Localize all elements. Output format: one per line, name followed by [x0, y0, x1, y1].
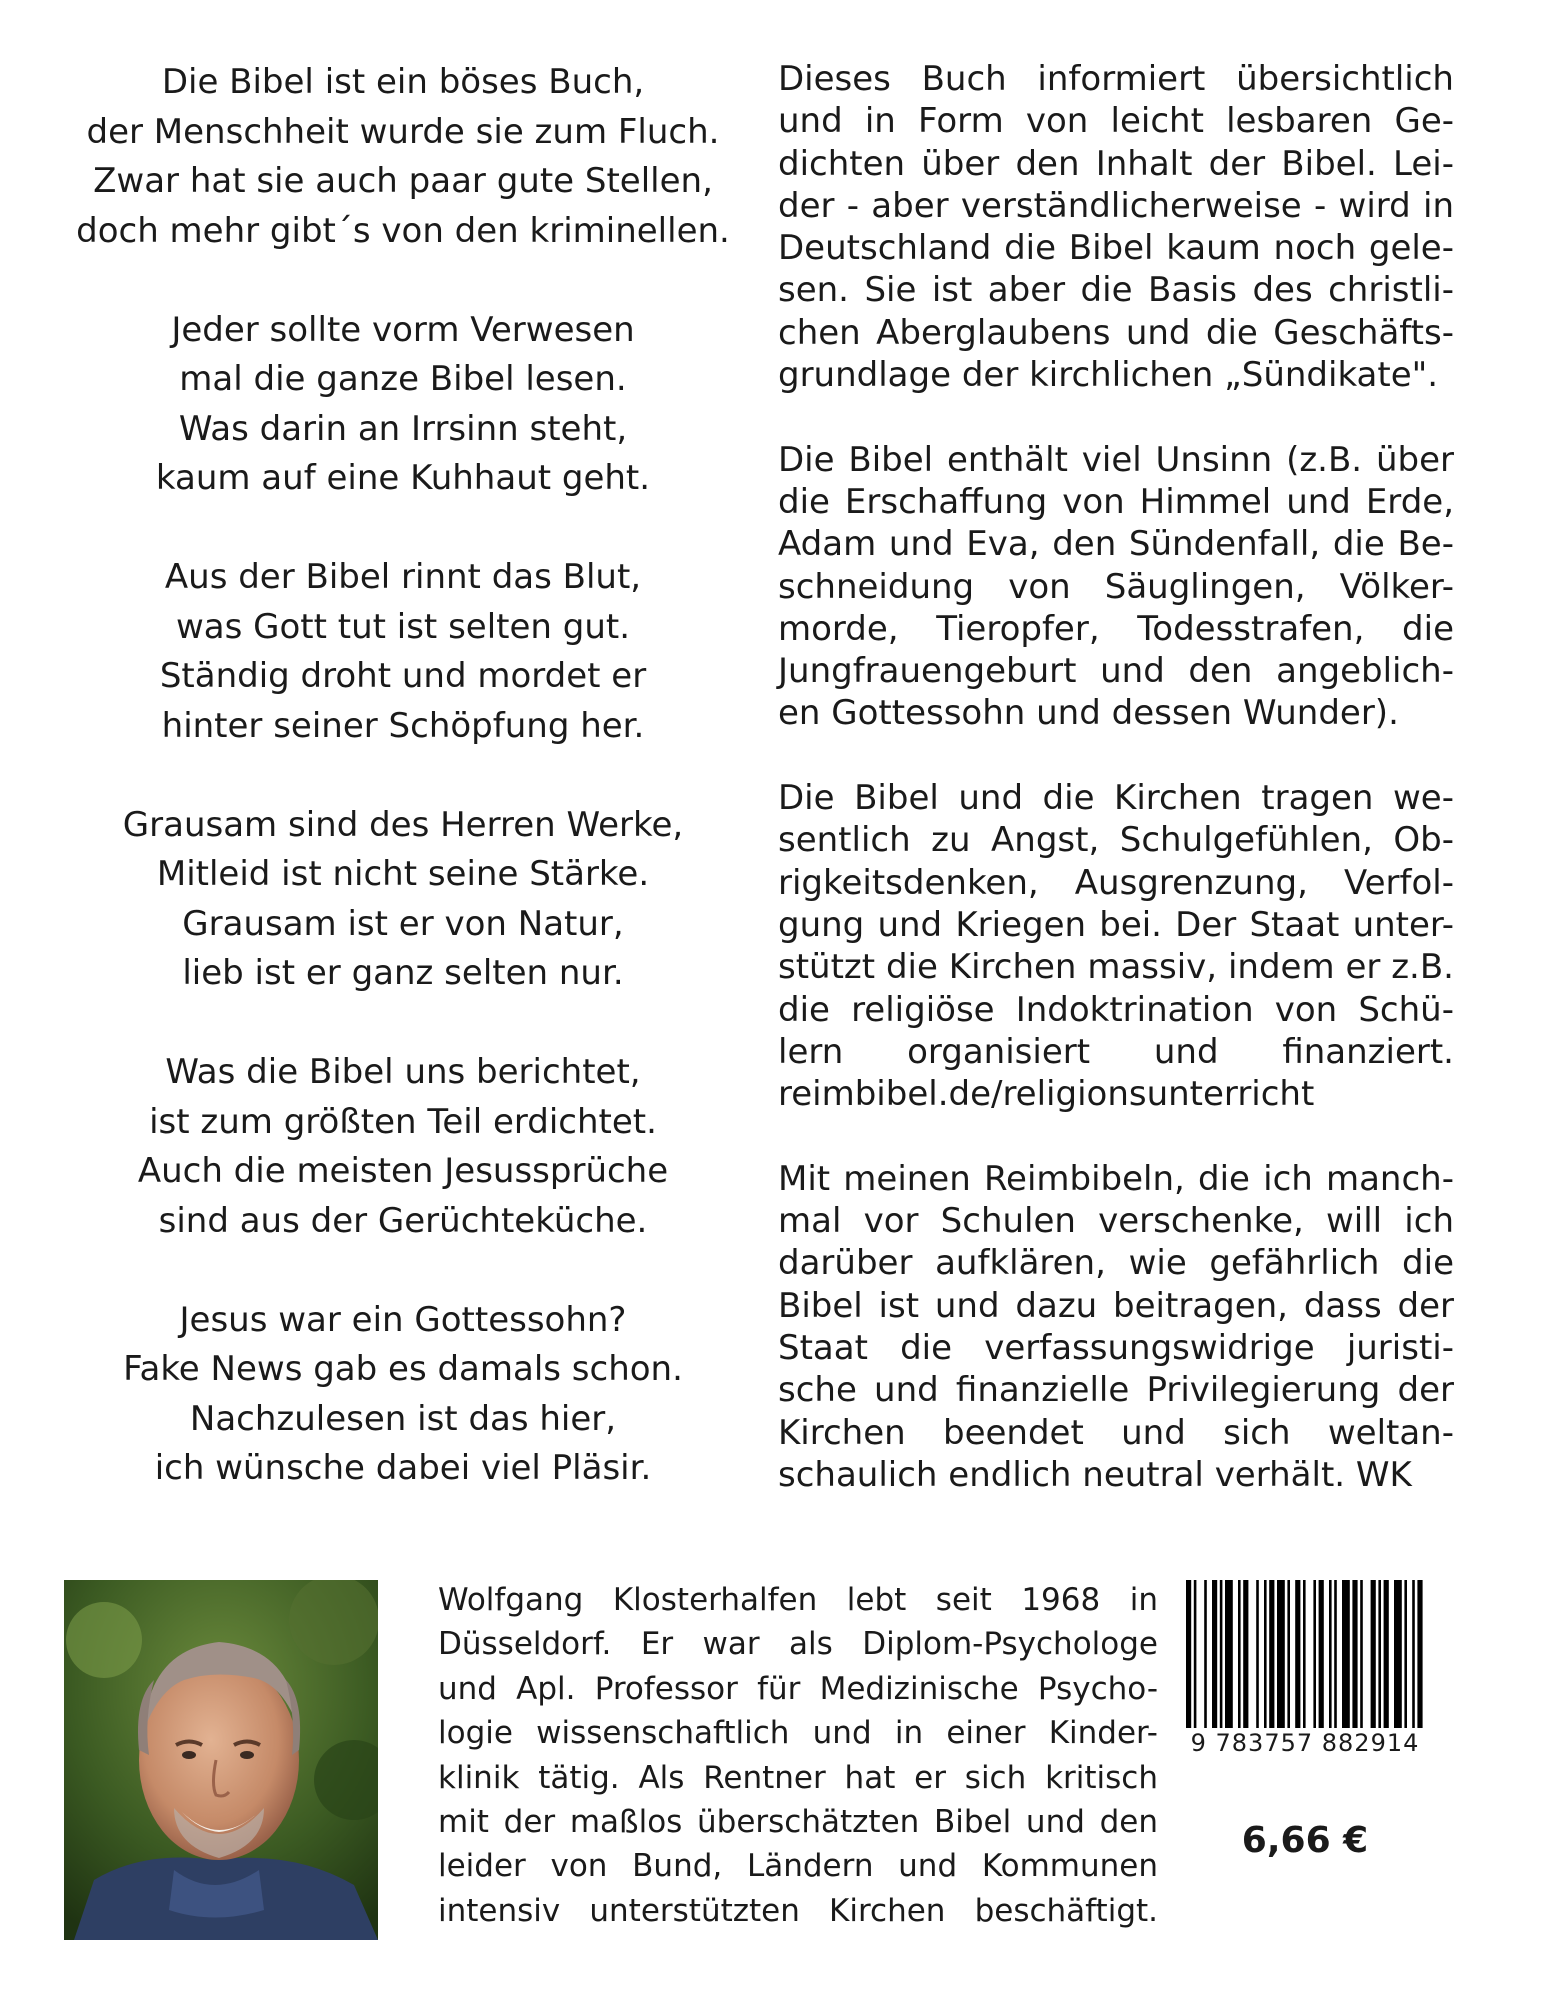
barcode-bar	[1256, 1580, 1259, 1730]
bio-line: und Apl. Professor für Medizinische Psycho-	[438, 1670, 1158, 1707]
paragraph-line: morde, Tieropfer, Todesstrafen, die	[778, 608, 1454, 649]
author-portrait-image	[64, 1580, 378, 1940]
barcode-bar	[1277, 1580, 1285, 1730]
description-paragraph	[778, 777, 1454, 1115]
poem-line: Ständig droht und mordet er	[159, 656, 647, 696]
paragraph-line: Kirchen beendet und sich weltan-	[778, 1412, 1454, 1453]
poem-stanza	[58, 58, 748, 256]
barcode-bar	[1342, 1580, 1350, 1730]
barcode-bar	[1220, 1580, 1223, 1730]
poem-stanza	[58, 1296, 748, 1494]
paragraph-line: der - aber verständlicherweise - wird in	[778, 185, 1454, 226]
barcode-bar	[1412, 1580, 1415, 1730]
poem-line: Jesus war ein Gottessohn?	[179, 1299, 627, 1340]
paragraph-line: Dieses Buch informiert übersichtlich	[778, 59, 1454, 99]
paragraph-line: Adam und Eva, den Sündenfall, die Be-	[778, 524, 1454, 565]
barcode-bar	[1371, 1580, 1376, 1730]
paragraph-line: dichten über den Inhalt der Bibel. Lei-	[778, 143, 1454, 184]
poem-line: hinter seiner Schöpfung her.	[161, 705, 645, 746]
paragraph-line: Bibel ist und dazu beitragen, dass der	[778, 1285, 1454, 1326]
paragraph-line: Deutschland die Bibel kaum noch gele-	[778, 228, 1454, 269]
barcode-bar	[1186, 1580, 1191, 1730]
poem-line: Grausam sind des Herren Werke,	[122, 804, 684, 845]
paragraph-line: gung und Kriegen bei. Der Staat unter-	[778, 904, 1454, 945]
poem-line: der Menschheit wurde sie zum Fluch.	[86, 111, 720, 152]
paragraph-line: die Erschaffung von Himmel und Erde,	[778, 481, 1454, 522]
poem-line: Fake News gab es damals schon.	[123, 1349, 683, 1389]
paragraph-line: Jungfrauengeburt und den angeblich-	[778, 651, 1454, 692]
barcode-bar	[1384, 1580, 1389, 1730]
paragraph-line: schneidung von Säuglingen, Völker-	[778, 566, 1454, 607]
poem-line: Aus der Bibel rinnt das Blut,	[164, 557, 642, 597]
price-label: 6,66 €	[1241, 1820, 1369, 1861]
description-paragraph	[778, 1158, 1454, 1496]
barcode-bar	[1319, 1580, 1324, 1730]
description-column	[778, 58, 1454, 1538]
poem-line: Was darin an Irrsinn steht,	[178, 408, 628, 449]
paragraph-line: schaulich endlich neutral verhält. WK	[778, 1454, 1412, 1495]
author-photo	[64, 1580, 378, 1940]
poem-line: Die Bibel ist ein böses Buch,	[161, 62, 645, 102]
paragraph-line: sen. Sie ist aber die Basis des christli-	[778, 270, 1454, 311]
poem-line: Nachzulesen ist das hier,	[189, 1398, 617, 1439]
poem-line: ich wünsche dabei viel Pläsir.	[154, 1448, 652, 1488]
bio-line: mit der maßlos überschätzten Bibel und den	[438, 1804, 1158, 1841]
barcode-bar	[1287, 1580, 1290, 1730]
poem-line: was Gott tut ist selten gut.	[175, 606, 631, 647]
bio-line: intensiv unterstützten Kirchen beschäftigt.	[438, 1892, 1158, 1929]
poem-stanza	[58, 306, 748, 504]
poem-line: sind aus der Gerüchteküche.	[158, 1200, 648, 1241]
barcode-bar	[1334, 1580, 1337, 1730]
poem-line: Auch die meisten Jesussprüche	[137, 1151, 669, 1191]
poem-stanza	[58, 801, 748, 999]
description-paragraph	[778, 58, 1454, 396]
poem-line: mal die ganze Bibel lesen.	[179, 359, 627, 399]
paragraph-line: en Gottessohn und dessen Wunder).	[778, 693, 1399, 734]
poem-line: kaum auf eine Kuhhaut geht.	[155, 458, 651, 498]
barcode-bar	[1225, 1580, 1233, 1730]
barcode-bar	[1212, 1580, 1217, 1730]
bio-line: Wolfgang Klosterhalfen lebt seit 1968 in	[438, 1582, 1158, 1618]
description-paragraph	[778, 439, 1454, 735]
barcode-bar	[1238, 1580, 1241, 1730]
isbn-number: 9 783757 882914	[1180, 1728, 1430, 1758]
paragraph-line: die religiöse Indoktrination von Schü-	[778, 989, 1454, 1030]
barcode-bar	[1404, 1580, 1407, 1730]
paragraph-line: reimbibel.de/religionsunterricht	[778, 1074, 1315, 1115]
poem-line: Mitleid ist nicht seine Stärke.	[156, 854, 650, 894]
poem-column	[58, 58, 748, 1494]
poem-line: Jeder sollte vorm Verwesen	[171, 309, 635, 350]
paragraph-line: sentlich zu Angst, Schulgefühlen, Ob-	[778, 820, 1454, 861]
poem-stanza	[58, 1048, 748, 1246]
bio-line: leider von Bund, Ländern und Kommunen	[438, 1848, 1158, 1885]
paragraph-line: lern organisiert und finanziert.	[778, 1031, 1454, 1072]
barcode-bar	[1303, 1580, 1306, 1730]
poem-line: lieb ist er ganz selten nur.	[182, 953, 624, 993]
poem-line: Zwar hat sie auch paar gute Stellen,	[93, 161, 713, 201]
barcode-bar	[1264, 1580, 1267, 1730]
paragraph-line: stützt die Kirchen massiv, indem er z.B.	[778, 947, 1454, 988]
barcode-bar	[1295, 1580, 1300, 1730]
barcode-bars	[1180, 1580, 1430, 1730]
paragraph-line: sche und finanzielle Privilegierung der	[778, 1370, 1454, 1411]
poem-stanza	[58, 553, 748, 751]
paragraph-line: darüber aufklären, wie gefährlich die	[778, 1243, 1454, 1284]
barcode-bar	[1378, 1580, 1381, 1730]
paragraph-line: Mit meinen Reimbibeln, die ich manch-	[778, 1158, 1454, 1199]
bio-line: logie wissenschaftlich und in einer Kinder-	[438, 1715, 1158, 1752]
barcode-bar	[1204, 1580, 1207, 1730]
bio-line: klinik tätig. Als Rentner hat er sich kritisch	[438, 1759, 1158, 1796]
barcode-bar	[1269, 1580, 1274, 1730]
paragraph-line: chen Aberglaubens und die Geschäfts-	[778, 312, 1454, 353]
barcode-bar	[1352, 1580, 1357, 1730]
barcode-bar	[1360, 1580, 1363, 1730]
paragraph-line: Staat die verfassungswidrige juristi-	[778, 1327, 1454, 1368]
bio-line: Düsseldorf. Er war als Diplom-Psychologe	[438, 1626, 1158, 1663]
barcode-bar	[1417, 1580, 1422, 1730]
barcode-bar	[1394, 1580, 1402, 1730]
paragraph-line: rigkeitsdenken, Ausgrenzung, Verfol-	[778, 862, 1454, 903]
paragraph-line: und in Form von leicht lesbaren Ge-	[778, 101, 1454, 142]
paragraph-line: grundlage der kirchlichen „Sündikate".	[778, 355, 1439, 396]
poem-line: doch mehr gibt´s von den kriminellen.	[76, 210, 730, 251]
poem-line: ist zum größten Teil erdichtet.	[149, 1101, 657, 1142]
barcode-bar	[1194, 1580, 1197, 1730]
poem-line: Grausam ist er von Natur,	[182, 903, 624, 944]
poem-line: Was die Bibel uns berichtet,	[165, 1052, 641, 1092]
paragraph-line: mal vor Schulen verschenke, will ich	[778, 1201, 1454, 1242]
author-bio	[438, 1578, 1158, 1933]
paragraph-line: Die Bibel und die Kirchen tragen we-	[778, 778, 1454, 819]
barcode-bar	[1243, 1580, 1248, 1730]
barcode-bar	[1313, 1580, 1316, 1730]
paragraph-line: Die Bibel enthält viel Unsinn (z.B. über	[778, 439, 1454, 480]
barcode-bar	[1329, 1580, 1332, 1730]
